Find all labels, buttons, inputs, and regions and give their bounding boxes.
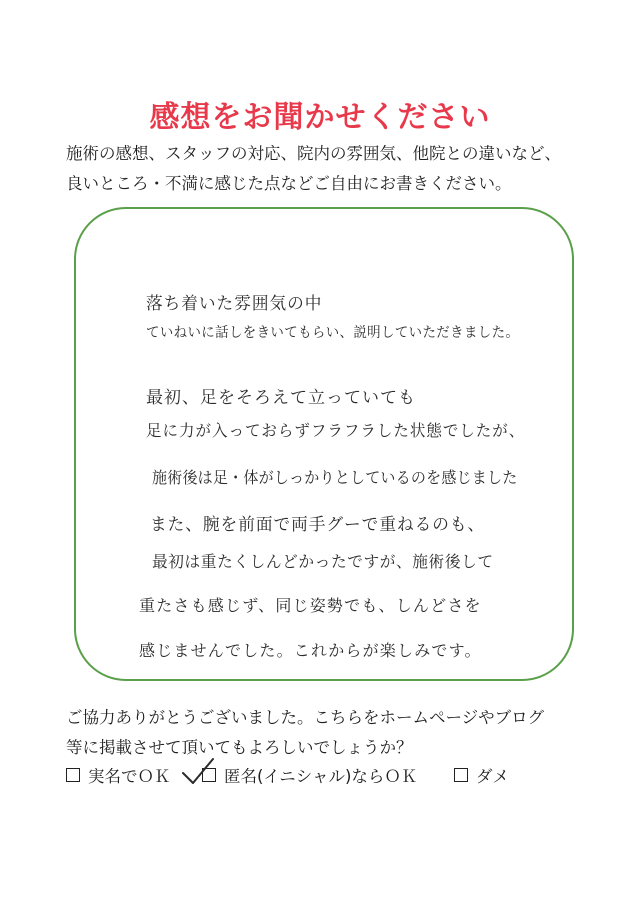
option-anonymous-label: 匿名(イニシャル)ならＯＫ [224,767,418,786]
handwritten-line-6: また、腕を前面で両手グーで重ねるのも、 [150,515,486,535]
page-title: 感想をお聞かせください [149,100,491,135]
handwritten-line-5: 施術後は足・体がしっかりとしているのを感じました [152,468,518,487]
option-real-name[interactable] [66,763,171,787]
check-mark-icon [181,757,215,787]
footer-line-1: ご協力ありがとうございました。こちらをホームページやブログ [66,708,545,727]
consent-options [66,763,586,787]
option-decline[interactable] [454,763,509,787]
checkbox-real-name[interactable] [66,768,80,782]
intro-line-2: 良いところ・不満に感じた点などご自由にお書きください。 [66,174,512,193]
option-real-name-label: 実名でＯＫ [88,767,171,786]
handwritten-line-3: 最初、足をそろえて立っていても [146,388,416,408]
handwritten-line-4: 足に力が入っておらずフラフラした状態でしたが、 [146,421,526,440]
handwritten-line-8: 重たさも感じず、同じ姿勢でも、しんどさを [139,596,482,615]
option-anonymous[interactable] [202,763,417,787]
checkbox-decline[interactable] [454,768,468,782]
intro-line-1: 施術の感想、スタッフの対応、院内の雰囲気、他院との違いなど、 [66,144,561,163]
handwritten-line-2: ていねいに話しをきいてもらい、説明していただきました。 [146,325,520,341]
option-decline-label: ダメ [476,767,509,786]
handwritten-line-7: 最初は重たくしんどかったですが、施術後して [152,552,494,571]
footer-line-2: 等に掲載させて頂いてもよろしいでしょうか？ [66,738,413,757]
handwritten-line-1: 落ち着いた雰囲気の中 [146,294,323,314]
handwritten-line-9: 感じませんでした。これからが楽しみです。 [139,641,482,660]
checkbox-anonymous[interactable] [202,768,216,782]
